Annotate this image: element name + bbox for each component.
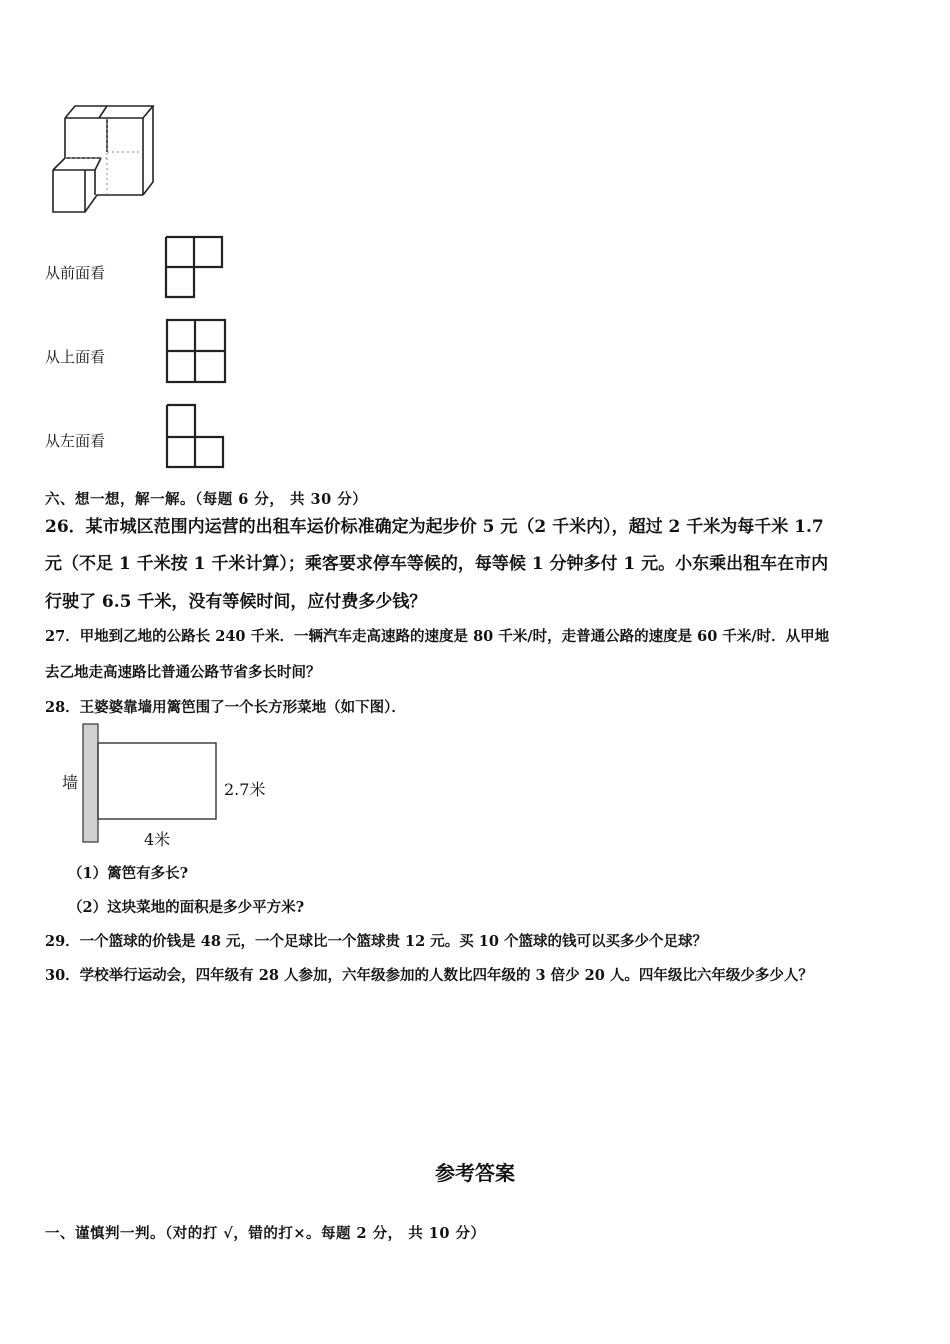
cube-stack-figure bbox=[45, 100, 165, 220]
left-view-figure bbox=[165, 403, 225, 469]
q28-sub1: （1）篱笆有多长? bbox=[68, 865, 189, 882]
section6-heading: 六、想一想，解一解。（每题 6 分， 共 30 分） bbox=[45, 491, 368, 508]
q29: 29．一个篮球的价钱是 48 元，一个足球比一个篮球贵 12 元。买 10 个篮球的钱可以买多少个足球？ bbox=[45, 933, 707, 950]
q27-line1: 27．甲地到乙地的公路长 240 千米．一辆汽车走高速路的速度是 80 千米/时，走普通公路的速度是 60 千米/时．从甲地 bbox=[45, 628, 830, 645]
q30: 30．学校举行运动会，四年级有 28 人参加，六年级参加的人数比四年级的 3 倍少 20 人。四年级比六年级少多少人？ bbox=[45, 967, 813, 984]
length-label: 4米 bbox=[144, 830, 171, 849]
q26-line3: 行驶了 6.5 千米，没有等候时间，应付费多少钱？ bbox=[45, 592, 427, 612]
wall-bar bbox=[83, 724, 98, 842]
q26-line1: 26．某市城区范围内运营的出租车运价标准确定为起步价 5 元（2 千米内），超过 2 千米为每千米 1.7 bbox=[45, 517, 824, 537]
q28-sub2: （2）这块菜地的面积是多少平方米? bbox=[68, 899, 305, 916]
front-view-label: 从前面看 bbox=[45, 264, 106, 282]
width-label: 2.7米 bbox=[224, 780, 266, 799]
answers-section1-heading: 一、谨慎判一判。（对的打 √，错的打×。每题 2 分， 共 10 分） bbox=[45, 1225, 486, 1242]
wall-label: 墙 bbox=[62, 773, 79, 792]
top-view-label: 从上面看 bbox=[45, 348, 106, 366]
left-view-label: 从左面看 bbox=[45, 432, 106, 450]
top-view-figure bbox=[165, 318, 227, 384]
garden-rectangle bbox=[98, 743, 216, 819]
answers-title: 参考答案 bbox=[435, 1161, 515, 1185]
q26-line2: 元（不足 1 千米按 1 千米计算）；乘客要求停车等候的，每等候 1 分钟多付 1 元。小东乘出租车在市内 bbox=[45, 554, 829, 574]
q28-stem: 28．王婆婆靠墙用篱笆围了一个长方形菜地（如下图）． bbox=[45, 699, 406, 716]
front-view-figure bbox=[164, 235, 224, 299]
q27-line2: 去乙地走高速路比普通公路节省多长时间？ bbox=[45, 664, 321, 681]
